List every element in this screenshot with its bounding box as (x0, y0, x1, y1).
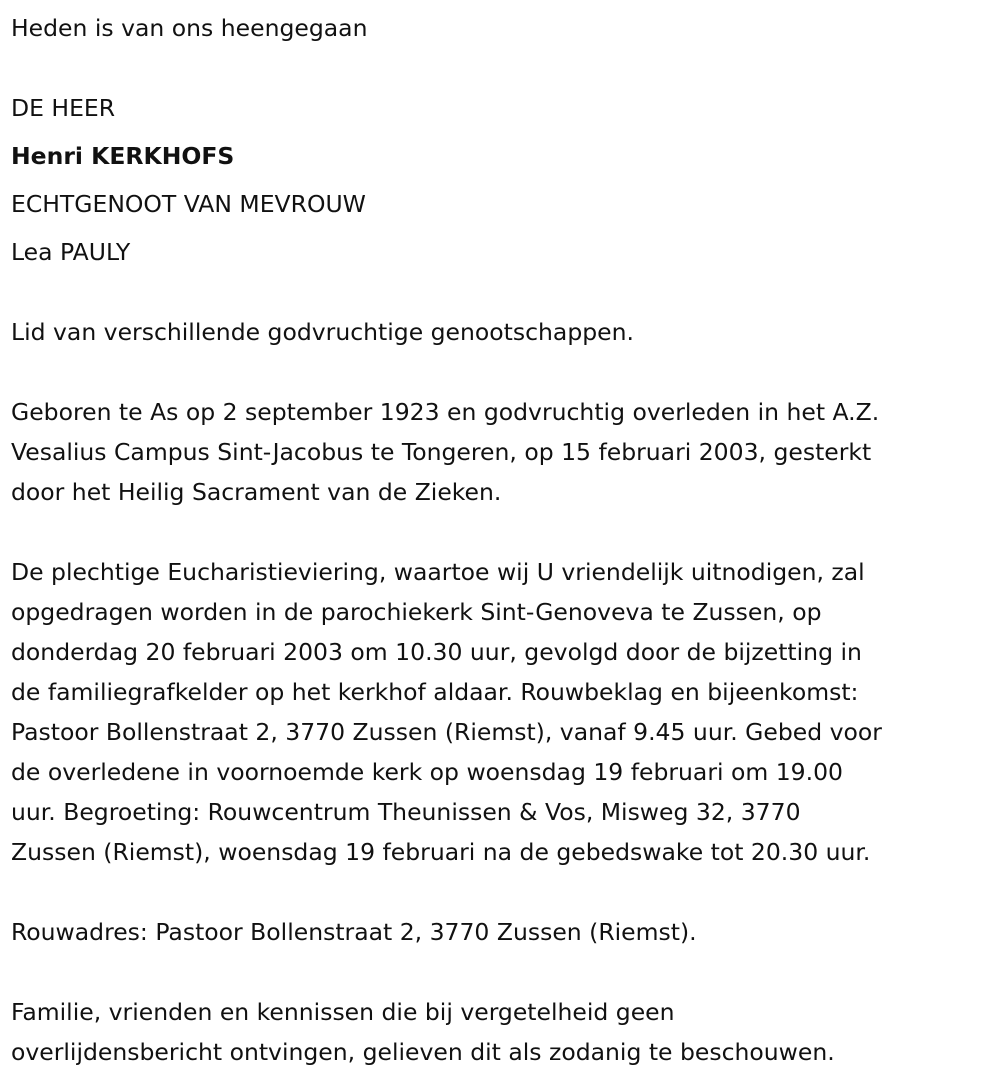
membership-paragraph (11, 312, 882, 352)
paragraph-line: Pastoor Bollenstraat 2, 3770 Zussen (Riemst), vanaf 9.45 uur. Gebed voor (11, 718, 882, 746)
paragraph-line: Lid van verschillende godvruchtige genootschappen. (11, 318, 634, 346)
relation-text: ECHTGENOOT VAN MEVROUW (11, 190, 366, 218)
paragraph-line: door het Heilig Sacrament van de Zieken. (11, 478, 502, 506)
birth-death-paragraph (11, 392, 882, 512)
paragraph-line: Vesalius Campus Sint-Jacobus te Tongeren, op 15 februari 2003, gesterkt (11, 438, 872, 466)
spouse-name: Lea PAULY (11, 238, 131, 266)
deceased-name: Henri KERKHOFS (11, 142, 235, 170)
paragraph-line: uur. Begroeting: Rouwcentrum Theunissen & Vos, Misweg 32, 3770 (11, 798, 801, 826)
paragraph-line: de familiegrafkelder op het kerkhof aldaar. Rouwbeklag en bijeenkomst: (11, 678, 859, 706)
paragraph-line: Familie, vrienden en kennissen die bij vergetelheid geen (11, 998, 675, 1026)
intro-text: Heden is van ons heengegaan (11, 14, 368, 42)
closing-paragraph (11, 992, 882, 1072)
funeral-paragraph (11, 552, 882, 872)
paragraph-line: Geboren te As op 2 september 1923 en godvruchtig overleden in het A.Z. (11, 398, 880, 426)
paragraph-line: donderdag 20 februari 2003 om 10.30 uur, gevolgd door de bijzetting in (11, 638, 862, 666)
paragraph-line: Rouwadres: Pastoor Bollenstraat 2, 3770 Zussen (Riemst). (11, 918, 697, 946)
paragraph-line: Zussen (Riemst), woensdag 19 februari na de gebedswake tot 20.30 uur. (11, 838, 871, 866)
death-notice (11, 8, 882, 1072)
paragraph-line: opgedragen worden in de parochiekerk Sint-Genoveva te Zussen, op (11, 598, 822, 626)
address-paragraph (11, 912, 882, 952)
title-text: DE HEER (11, 94, 116, 122)
paragraph-line: overlijdensbericht ontvingen, gelieven dit als zodanig te beschouwen. (11, 1038, 835, 1066)
paragraph-line: de overledene in voornoemde kerk op woensdag 19 februari om 19.00 (11, 758, 843, 786)
paragraph-line: De plechtige Eucharistieviering, waartoe wij U vriendelijk uitnodigen, zal (11, 558, 865, 586)
notice-body (11, 312, 882, 1072)
